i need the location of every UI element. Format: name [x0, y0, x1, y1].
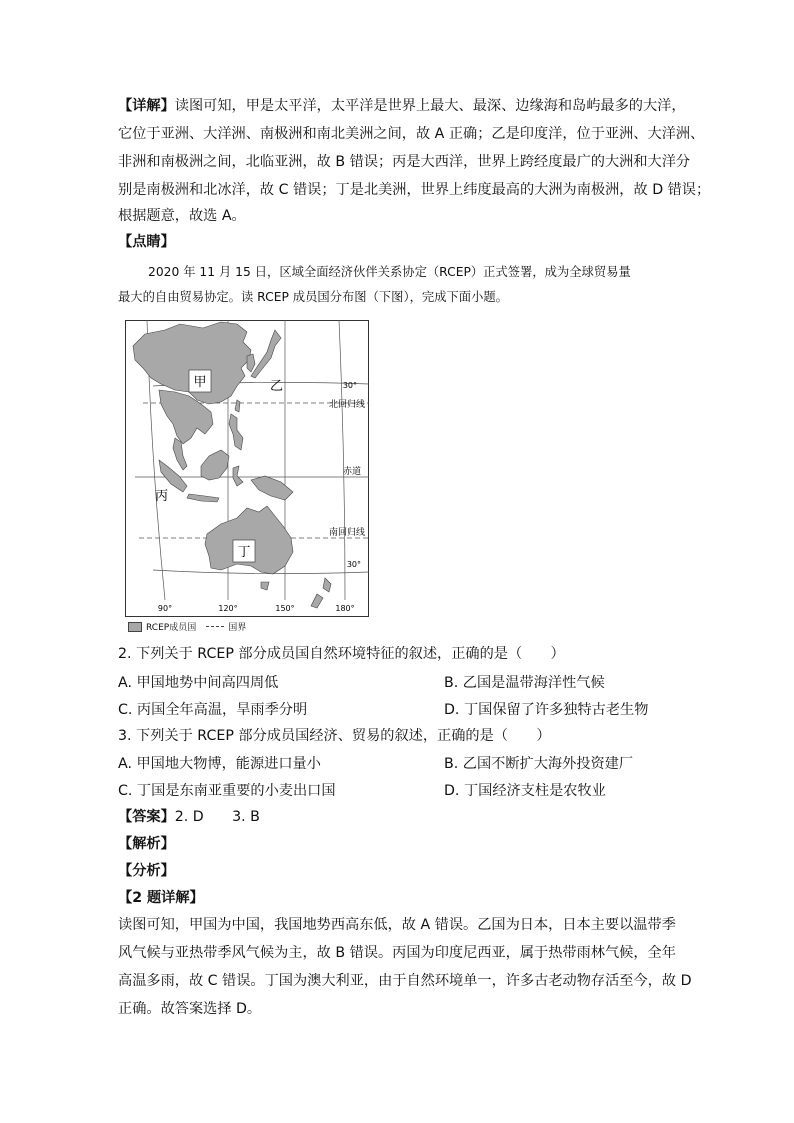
tropic-south-label: 南回归线 — [328, 528, 365, 538]
explain-line-4: 别是南极洲和北冰洋，故 C 错误；丁是北美洲，世界上纬度最高的大洲为南极洲，故 D 错误； — [118, 182, 711, 198]
yi-label: 乙 — [270, 379, 284, 394]
q2-detail-line-2: 风气候与亚热带季风气候为主，故 B 错误。丙国为印度尼西亚，属于热带雨林气候，全年 — [118, 945, 676, 961]
bing-label: 丙 — [155, 489, 169, 504]
border-line-swatch — [206, 626, 224, 627]
answer-text: 2. D 3. B — [174, 809, 260, 825]
tropic-north-label: 北回归线 — [328, 400, 365, 410]
fenxi-label: 【分析】 — [118, 863, 175, 879]
q2-stem: 2. 下列关于 RCEP 部分成员国自然环境特征的叙述，正确的是（ ） — [118, 646, 565, 662]
explain-label: 【详解】 — [118, 98, 175, 114]
q2-detail-label: 【2 题详解】 — [118, 890, 204, 906]
explain-line-2: 它位于亚洲、大洋洲、南极洲和南北美洲之间，故 A 正确；乙是印度洋，位于亚洲、大洋洲、 — [118, 126, 705, 142]
legend-border-label: 国界 — [228, 623, 247, 633]
q2-detail-line-1: 读图可知，甲国为中国，我国地势西高东低，故 A 错误。乙国为日本，日本主要以温带季 — [118, 917, 676, 933]
intro-line-2: 最大的自由贸易协定。读 RCEP 成员国分布图（下图），完成下面小题。 — [118, 290, 508, 304]
lon-180-label: 180° — [335, 604, 355, 613]
answer-label: 【答案】 — [118, 809, 175, 825]
q3-option-d: D. 丁国经济支柱是农牧业 — [444, 783, 606, 799]
lat-30n-label: 30° — [342, 381, 357, 390]
explain-line-3: 非洲和南极洲之间，北临亚洲，故 B 错误；丙是大西洋，世界上跨经度最广的大洲和大洋分 — [118, 154, 691, 170]
lon-150-label: 150° — [275, 604, 295, 613]
q2-detail-line-3: 高温多雨，故 C 错误。丁国为澳大利亚，由于自然环境单一，许多古老动物存活至今，故 D — [118, 973, 692, 989]
lat-30s-label: 30° — [346, 560, 361, 569]
intro-line-1: 2020 年 11 月 15 日，区域全面经济伙伴关系协定（RCEP）正式签署，成为全球贸易量 — [148, 265, 631, 279]
lon-90-label: 90° — [157, 604, 173, 613]
dianjing-label: 【点睛】 — [118, 234, 175, 250]
q3-option-c: C. 丁国是东南亚重要的小麦出口国 — [118, 783, 336, 799]
q3-option-b: B. 乙国不断扩大海外投资建厂 — [444, 756, 634, 772]
rcep-member-map — [125, 320, 369, 617]
jiexi-label: 【解析】 — [118, 836, 175, 852]
answer-line — [118, 807, 260, 827]
explain-line-1: 【详解】读图可知，甲是太平洋，太平洋是世界上最大、最深、边缘海和岛屿最多的大洋， — [118, 98, 686, 114]
jia-label: 甲 — [193, 375, 207, 390]
lon-120-label: 120° — [218, 604, 238, 613]
member-swatch — [128, 622, 142, 632]
q2-option-c: C. 丙国全年高温，旱雨季分明 — [118, 702, 308, 718]
q2-option-b: B. 乙国是温带海洋性气候 — [444, 675, 605, 691]
explain-line-5: 根据题意，故选 A。 — [118, 208, 246, 224]
q3-stem: 3. 下列关于 RCEP 部分成员国经济、贸易的叙述，正确的是（ ） — [118, 728, 551, 744]
q3-option-a: A. 甲国地大物博，能源进口量小 — [118, 756, 321, 772]
q2-option-a: A. 甲国地势中间高四周低 — [118, 675, 279, 691]
equator-label: 赤道 — [342, 467, 361, 477]
legend-member-label: RCEP成员国 — [146, 623, 197, 633]
q2-option-d: D. 丁国保留了许多独特古老生物 — [444, 702, 649, 718]
map-legend — [128, 620, 246, 633]
ding-label: 丁 — [237, 545, 251, 560]
q2-detail-line-4: 正确。故答案选择 D。 — [118, 1001, 262, 1017]
